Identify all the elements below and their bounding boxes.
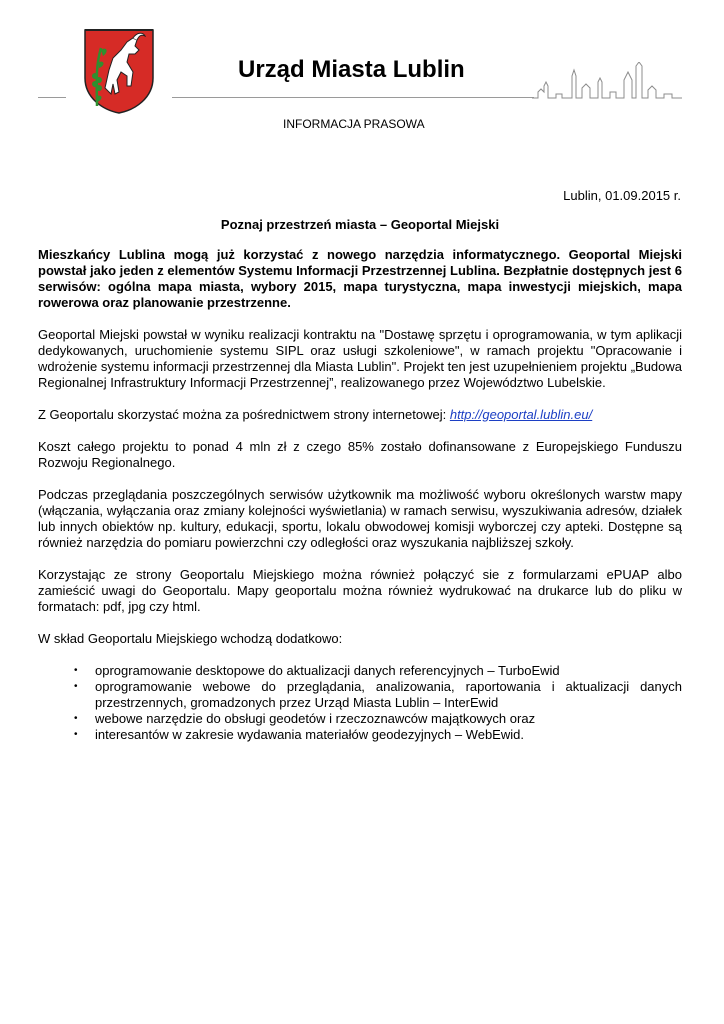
paragraph-cost: Koszt całego projektu to ponad 4 mln zł z czego 85% zostało dofinansowane z Europejskiego Funduszu Rozwoju Regionalnego. [38, 439, 682, 470]
list-item [38, 679, 682, 711]
bullet-icon: • [74, 729, 78, 740]
list-item [38, 727, 682, 743]
geoportal-link[interactable]: http://geoportal.lublin.eu/ [449, 407, 593, 422]
bullet-icon: • [74, 681, 78, 692]
paragraph-epuap: Korzystając ze strony Geoportalu Miejskiego można również połączyć sie z formularzami ePUAP albo zamieścić uwagi do Geoportalu. Mapy geoportalu można również wydrukować na drukarce lub do pliku w formatach: pdf, jpg czy html. [38, 567, 682, 614]
list-item-text: oprogramowanie desktopowe do aktualizacji danych referencyjnych – TurboEwid [95, 663, 560, 678]
paragraph-components-intro: W skład Geoportalu Miejskiego wchodzą dodatkowo: [38, 631, 343, 646]
city-skyline-icon [532, 62, 682, 102]
dateline: Lublin, 01.09.2015 r. [563, 188, 681, 203]
header-rule-right [172, 97, 534, 98]
paragraph-website-text: Z Geoportalu skorzystać można za pośrednictwem strony internetowej: [38, 407, 450, 422]
list-item [38, 711, 682, 727]
list-item-text: oprogramowanie webowe do przeglądania, analizowania, raportowania i aktualizacji danych przestrzennych, gromadzonych przez Urząd Miasta Lublin – InterEwid [95, 679, 682, 710]
bullet-icon: • [74, 713, 78, 724]
paragraph-project: Geoportal Miejski powstał w wyniku realizacji kontraktu na "Dostawę sprzętu i oprogramowania, w tym aplikacji dedykowanych, uruchomienie systemu SIPL oraz usługi szkoleniowe", w ramach projektu "Opracowanie i wdrożenie systemu informacji przestrzennej dla Miasta Lublin". Projekt ten jest uzupełnieniem projektu „Budowa Regionalnej Infrastruktury Informacji Przestrzennej”, realizowanego przez Województwo Lubelskie. [38, 327, 682, 390]
office-title: Urząd Miasta Lublin [238, 56, 465, 83]
components-list [38, 663, 682, 743]
headline: Poznaj przestrzeń miasta – Geoportal Miejski [220, 217, 500, 232]
paragraph-website [38, 407, 682, 423]
list-item-text: interesantów w zakresie wydawania materiałów geodezyjnych – WebEwid. [95, 727, 524, 742]
list-item-text: webowe narzędzie do obsługi geodetów i rzeczoznawców majątkowych oraz [95, 711, 536, 726]
paragraph-features: Podczas przeglądania poszczególnych serwisów użytkownik ma możliwość wyboru określonych warstw mapy (włączania, wyłączania oraz zmiany kolejności wyświetlania) w ramach serwisu, wyszukiwania adresów, działek lub innych obiektów np. kultury, edukacji, sportu, lokalu obwodowej komisji wyborczej czy apteki. Dostępne są również narzędzia do pomiaru powierzchni czy odległości oraz wyszukania najbliższej szkoły. [38, 487, 682, 550]
bullet-icon: • [74, 665, 78, 676]
lublin-crest-icon [83, 28, 155, 114]
header-rule-left [38, 97, 66, 98]
list-item [38, 663, 682, 679]
lead-paragraph: Mieszkańcy Lublina mogą już korzystać z nowego narzędzia informatycznego. Geoportal Miejski powstał jako jeden z elementów Systemu Informacji Przestrzennej Lublina. Bezpłatnie dostępnych jest 6 serwisów: ogólna mapa miasta, wybory 2015, mapa turystyczna, mapa inwestycji miejskich, mapa rowerowa oraz planowanie przestrzenne. [38, 247, 682, 310]
press-release-label: INFORMACJA PRASOWA [283, 117, 425, 131]
article-body [38, 247, 682, 743]
